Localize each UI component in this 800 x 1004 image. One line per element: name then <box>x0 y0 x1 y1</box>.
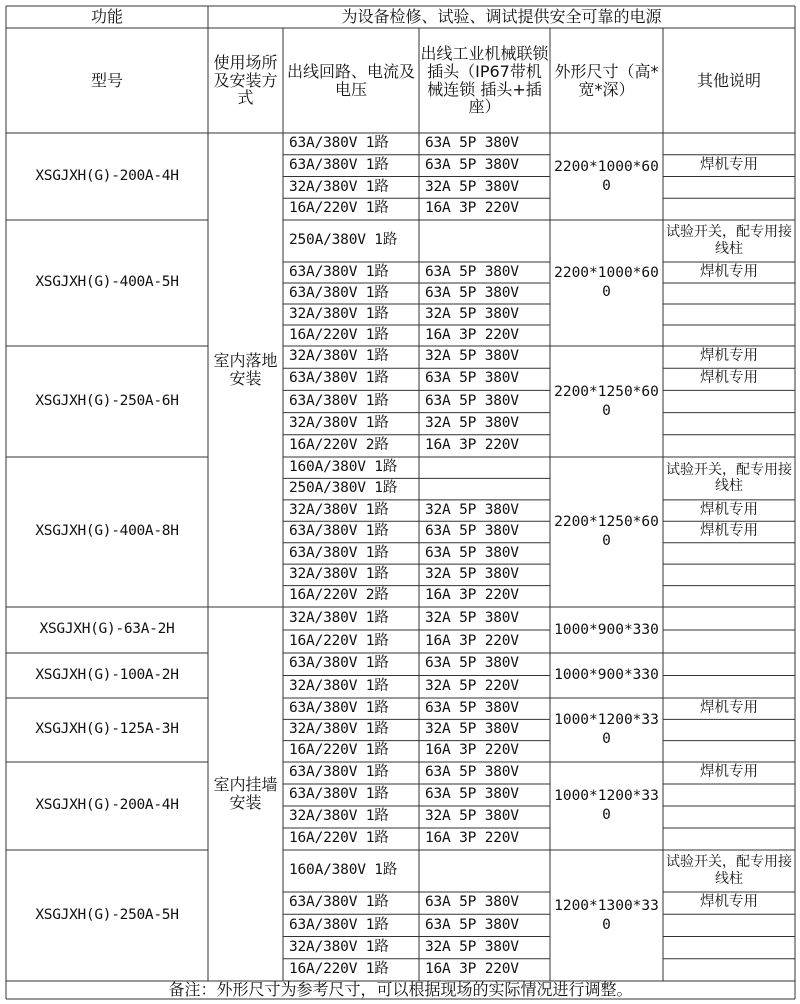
col-header-size: 外形尺寸（高*宽*深） <box>554 61 659 99</box>
plug-value: 63A 5P 380V <box>425 544 519 561</box>
circuit-value: 32A/380V 1路 <box>289 938 389 955</box>
plug-value: 16A 3P 220V <box>425 200 519 217</box>
plug-value: 16A 3P 220V <box>425 326 519 343</box>
col-header-install: 使用场所及安装方式 <box>213 53 278 108</box>
circuit-value: 63A/380V 1路 <box>289 655 389 672</box>
circuit-value: 32A/380V 1路 <box>289 808 389 825</box>
model-name: XSGJXH(G)-400A-5H <box>35 274 179 291</box>
circuit-value: 32A/380V 1路 <box>289 178 389 195</box>
circuit-value: 250A/380V 1路 <box>289 480 398 497</box>
note-value: 焊机专用 <box>700 348 758 365</box>
plug-value: 16A 3P 220V <box>425 742 519 759</box>
plug-value: 63A 5P 380V <box>425 156 519 173</box>
plug-value <box>419 457 550 478</box>
plug-value: 32A 5P 380V <box>425 414 519 431</box>
install-wall: 室内挂墙安装 <box>213 774 278 812</box>
circuit-value: 63A/380V 1路 <box>289 699 389 716</box>
col-header-note: 其他说明 <box>696 70 761 90</box>
circuit-value: 63A/380V 1路 <box>289 764 389 781</box>
plug-value: 63A 5P 380V <box>425 523 519 540</box>
circuit-value: 32A/380V 1路 <box>289 566 389 583</box>
circuit-value: 63A/380V 1路 <box>289 135 389 152</box>
function-value: 为设备检修、试验、调试提供安全可靠的电源 <box>341 7 662 27</box>
circuit-value: 16A/220V 1路 <box>289 742 389 759</box>
model-name: XSGJXH(G)-400A-8H <box>35 523 179 540</box>
model-name: XSGJXH(G)-200A-4H <box>35 167 179 184</box>
col-header-circuit: 出线回路、电流及电压 <box>286 61 415 99</box>
dimensions: 1000*1200*330 <box>554 712 659 747</box>
plug-value: 32A 5P 380V <box>425 566 519 583</box>
plug-value: 32A 5P 380V <box>425 609 519 626</box>
circuit-value: 63A/380V 1路 <box>289 894 389 911</box>
plug-value: 32A 5P 220V <box>425 677 519 694</box>
circuit-value: 16A/220V 2路 <box>289 587 389 604</box>
install-floor: 室内落地安装 <box>213 350 278 388</box>
plug-value: 63A 5P 380V <box>425 370 519 387</box>
plug-value: 63A 5P 380V <box>425 699 519 716</box>
dimensions: 2200*1250*600 <box>554 514 659 549</box>
plug-value: 32A 5P 380V <box>425 501 519 518</box>
circuit-value: 63A/380V 1路 <box>289 263 389 280</box>
col-header-model: 型号 <box>90 70 123 90</box>
dimensions: 1200*1300*330 <box>554 897 659 933</box>
note-value: 焊机专用 <box>700 894 758 911</box>
circuit-value: 63A/380V 1路 <box>289 284 389 301</box>
circuit-value: 63A/380V 1路 <box>289 916 389 933</box>
dimensions: 1000*1200*330 <box>554 788 659 823</box>
plug-value: 63A 5P 380V <box>425 392 519 409</box>
note-value: 焊机专用 <box>700 156 758 173</box>
plug-value: 32A 5P 380V <box>425 178 519 195</box>
circuit-value: 160A/380V 1路 <box>289 862 398 879</box>
plug-value <box>419 478 550 499</box>
plug-value <box>419 220 550 262</box>
circuit-value: 160A/380V 1路 <box>289 458 398 475</box>
note-value: 试验开关，配专用接线柱 <box>666 224 792 257</box>
circuit-value: 32A/380V 1路 <box>289 677 389 694</box>
plug-value: 63A 5P 380V <box>425 655 519 672</box>
note-value: 焊机专用 <box>700 523 758 540</box>
circuit-value: 250A/380V 1路 <box>289 232 398 249</box>
model-name: XSGJXH(G)-250A-5H <box>35 906 179 923</box>
model-name: XSGJXH(G)-125A-3H <box>35 721 179 738</box>
dimensions: 2200*1250*600 <box>554 383 659 419</box>
dimensions: 1000*900*330 <box>554 667 659 684</box>
plug-value: 63A 5P 380V <box>425 916 519 933</box>
col-header-plug: 出线工业机械联锁插头（IP67带机械连锁 插头+插座） <box>420 44 549 117</box>
model-name: XSGJXH(G)-200A-4H <box>35 797 179 814</box>
model-name: XSGJXH(G)-250A-6H <box>35 392 179 409</box>
circuit-value: 32A/380V 1路 <box>289 348 389 365</box>
plug-value: 32A 5P 380V <box>425 305 519 322</box>
plug-value: 63A 5P 380V <box>425 894 519 911</box>
note-value: 焊机专用 <box>700 263 758 280</box>
circuit-value: 63A/380V 1路 <box>289 786 389 803</box>
function-label: 功能 <box>90 7 123 27</box>
circuit-value: 16A/220V 1路 <box>289 326 389 343</box>
dimensions: 1000*900*330 <box>554 621 659 638</box>
plug-value: 16A 3P 220V <box>425 961 519 978</box>
plug-value: 16A 3P 220V <box>425 587 519 604</box>
circuit-value: 32A/380V 1路 <box>289 721 389 738</box>
plug-value: 16A 3P 220V <box>425 632 519 649</box>
dimensions: 2200*1000*600 <box>554 158 659 194</box>
plug-value: 32A 5P 380V <box>425 348 519 365</box>
note-value: 焊机专用 <box>700 501 758 518</box>
circuit-value: 16A/220V 1路 <box>289 961 389 978</box>
plug-value: 32A 5P 380V <box>425 938 519 955</box>
plug-value: 63A 5P 380V <box>425 786 519 803</box>
note-value: 试验开关，配专用接线柱 <box>666 854 792 887</box>
dimensions: 2200*1000*600 <box>554 265 659 300</box>
note-value: 焊机专用 <box>700 370 758 387</box>
circuit-value: 63A/380V 1路 <box>289 156 389 173</box>
circuit-value: 32A/380V 1路 <box>289 305 389 322</box>
note-value: 焊机专用 <box>700 699 758 716</box>
circuit-value: 63A/380V 1路 <box>289 370 389 387</box>
plug-value: 16A 3P 220V <box>425 830 519 847</box>
plug-value: 32A 5P 380V <box>425 808 519 825</box>
plug-value: 63A 5P 380V <box>425 263 519 280</box>
circuit-value: 63A/380V 1路 <box>289 523 389 540</box>
circuit-value: 16A/220V 1路 <box>289 200 389 217</box>
footer-note: 备注：外形尺寸为参考尺寸，可以根据现场的实际情况进行调整。 <box>168 981 633 999</box>
circuit-value: 32A/380V 1路 <box>289 414 389 431</box>
model-name: XSGJXH(G)-63A-2H <box>39 621 175 638</box>
circuit-value: 16A/220V 1路 <box>289 632 389 649</box>
plug-value: 63A 5P 380V <box>425 135 519 152</box>
circuit-value: 63A/380V 1路 <box>289 544 389 561</box>
plug-value: 63A 5P 380V <box>425 764 519 781</box>
circuit-value: 16A/220V 1路 <box>289 830 389 847</box>
model-name: XSGJXH(G)-100A-2H <box>35 666 179 683</box>
note-value: 焊机专用 <box>700 764 758 781</box>
circuit-value: 63A/380V 1路 <box>289 392 389 409</box>
plug-value: 63A 5P 380V <box>425 284 519 301</box>
circuit-value: 32A/380V 1路 <box>289 501 389 518</box>
plug-value: 16A 3P 220V <box>425 437 519 454</box>
circuit-value: 32A/380V 1路 <box>289 609 389 626</box>
plug-value <box>419 850 550 892</box>
circuit-value: 16A/220V 2路 <box>289 437 389 454</box>
note-value: 试验开关，配专用接线柱 <box>666 461 792 495</box>
plug-value: 32A 5P 380V <box>425 721 519 738</box>
